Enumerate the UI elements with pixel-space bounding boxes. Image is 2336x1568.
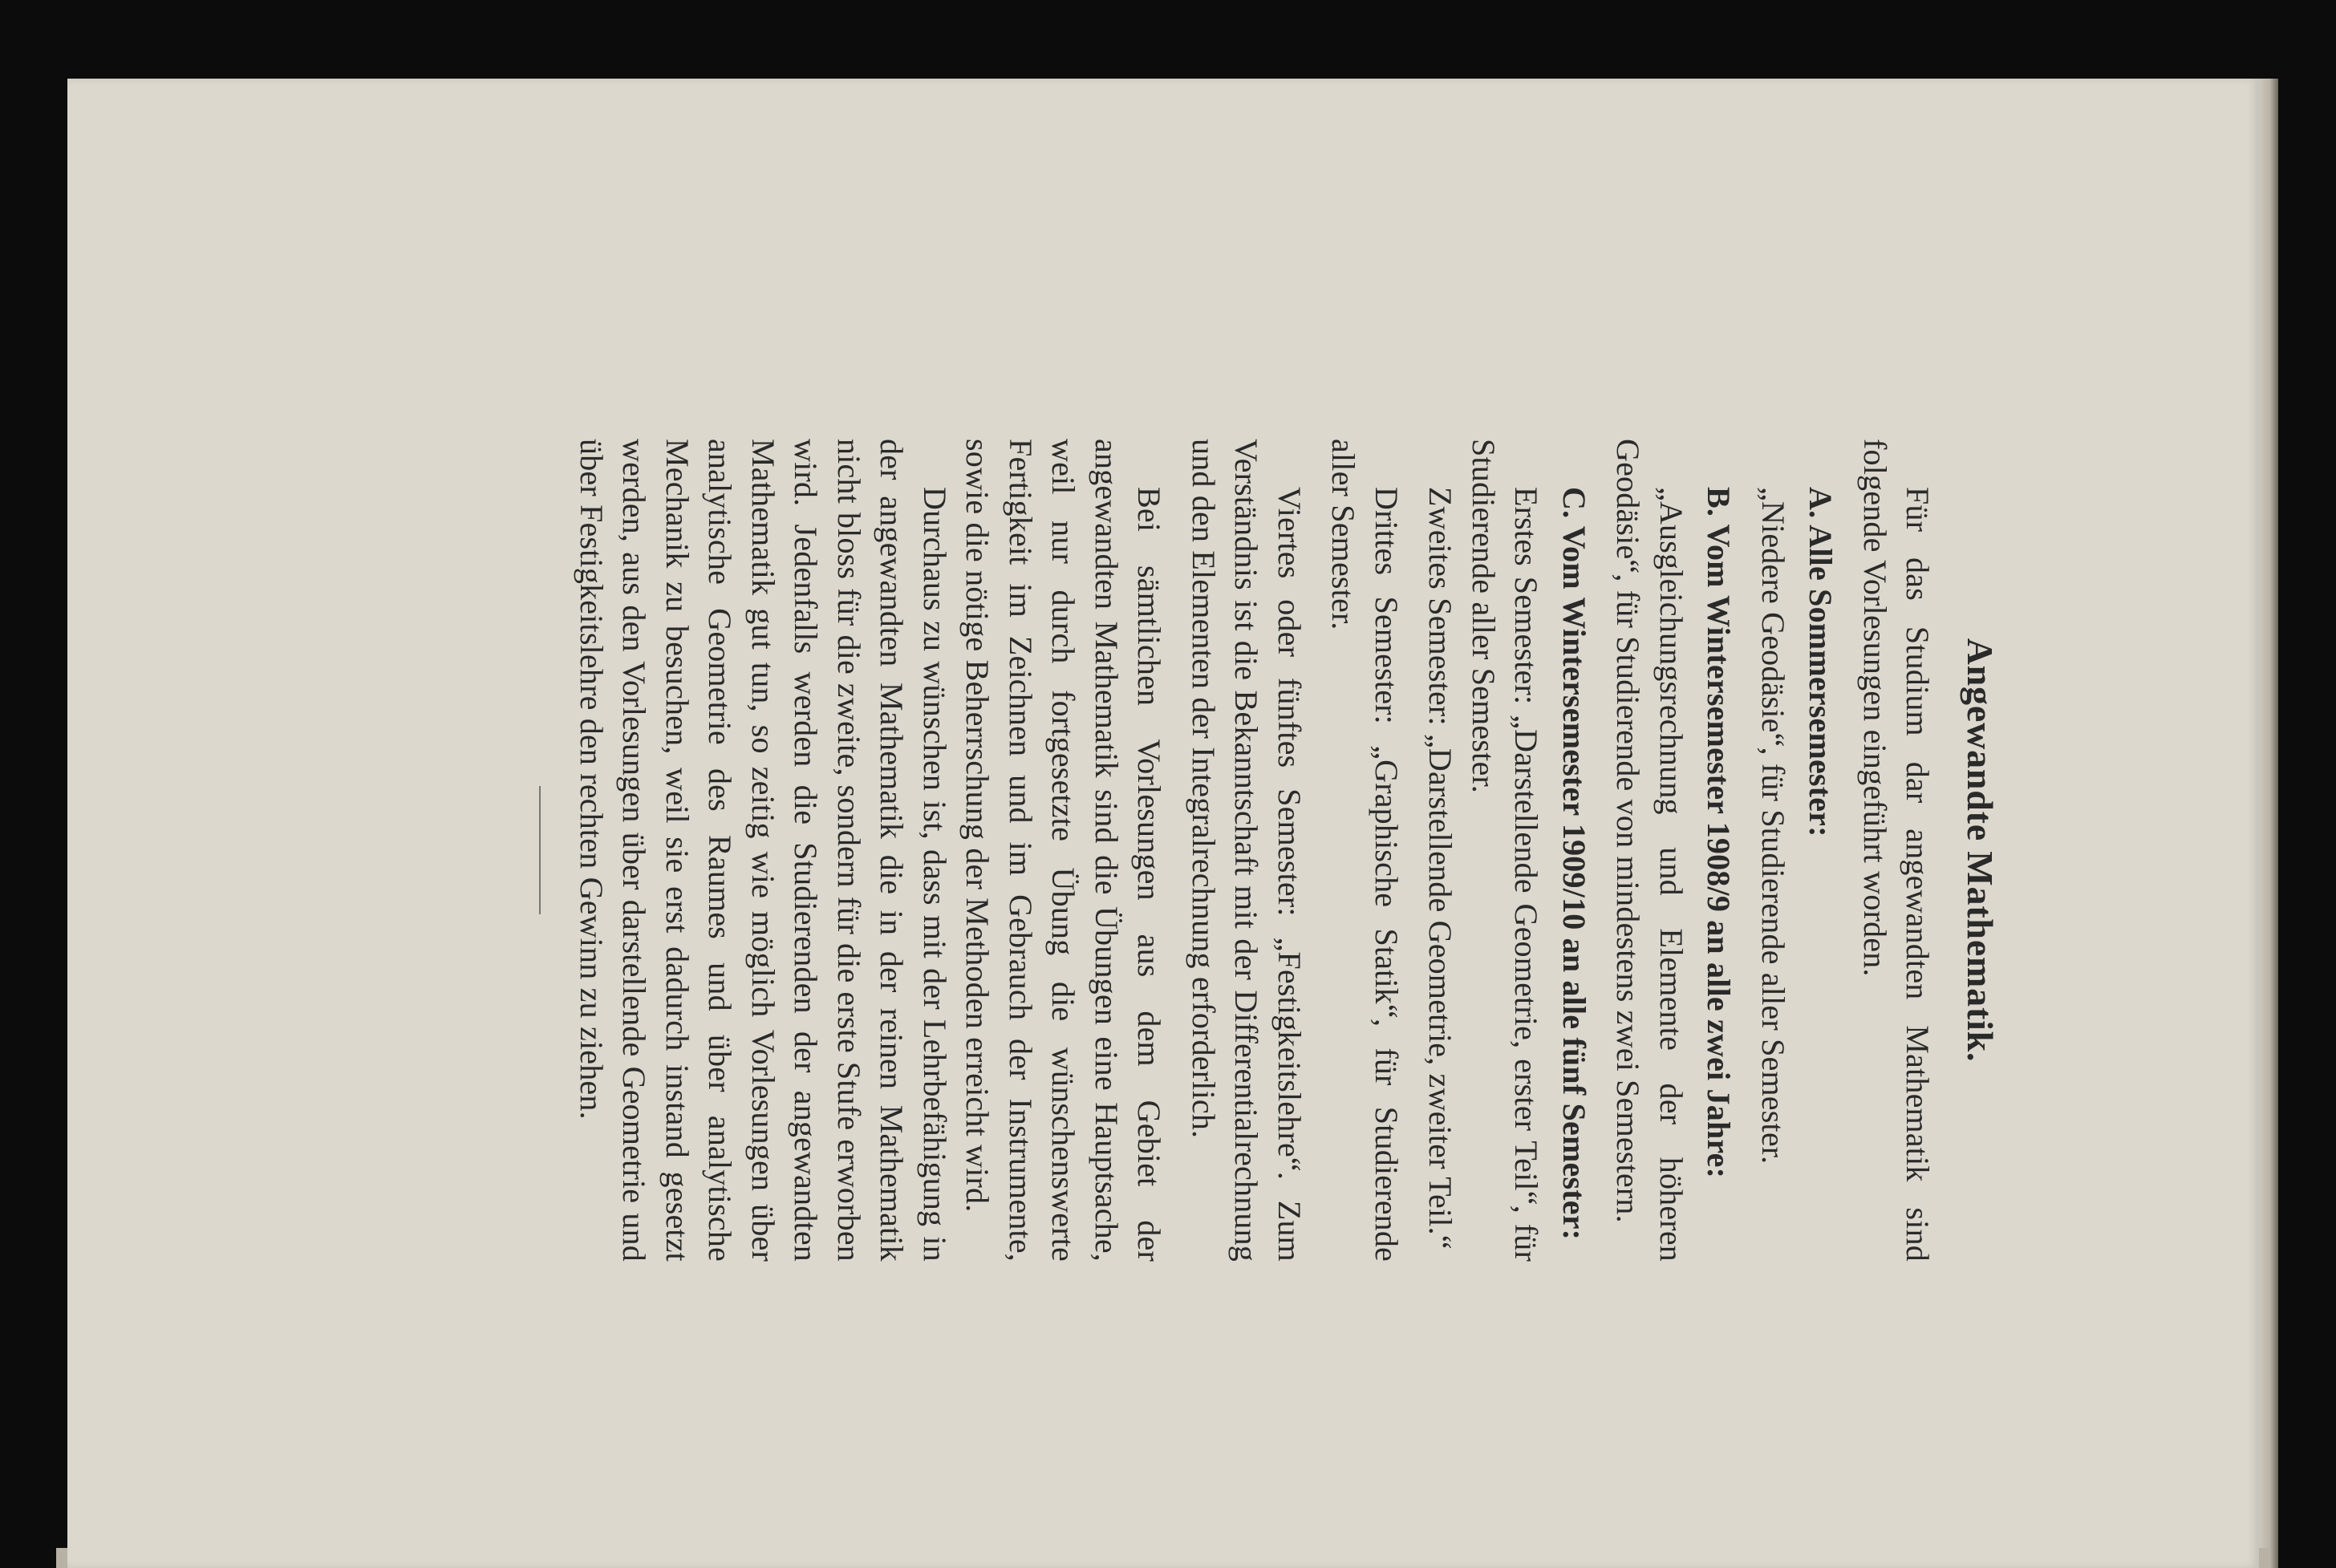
spacer — [1311, 439, 1322, 1262]
fourth-semester-text: Viertes oder fünftes Semester: „Festigkeitslehre“. Zum Verständnis ist die Bekanntschaft mit der Differentialrechnung und den Elementen der Integralrechnung erforderlich. — [1186, 439, 1308, 1262]
first-semester-text: Erstes Semester: „Darstellende Geometrie, erster Teil“, für Studierende aller Semester. — [1466, 439, 1545, 1262]
spacer — [1171, 439, 1182, 1262]
second-semester-text: Zweites Semester: „Darstellende Geometrie, zweiter Teil.“ — [1422, 487, 1459, 1250]
closing-rule — [540, 786, 541, 914]
exercises-paragraph: Bei sämtlichen Vorlesungen aus dem Gebiet der angewandten Mathematik sind die Übungen eine Hauptsache, weil nur durch fortgesetzte Übung die wünschenswerte Fertigkeit im Zeichnen und im Gebrauch der Instrumente, sowie die nötige Beherrschung der Methoden erreicht wird. — [959, 439, 1168, 1262]
section-c-heading: C. Vom Wintersemester 1909/10 an alle fünf Semester: — [1556, 487, 1592, 1241]
recommendation-paragraph: Durchaus zu wünschen ist, dass mit der Lehrbefähigung in der angewandten Mathematik die in der reinen Mathematik nicht bloss für die zweite, sondern für die erste Stufe erworben wird. Jedenfalls werden die Studierenden der angewandten Mathematik gut tun, so zeitig wie möglich Vorlesungen über analytische Geometrie des Raumes und über analytische Mechanik zu besuchen, weil sie erst dadurch instand gesetzt werden, aus den Vorlesungen über darstellende Geometrie und über Festigkeitslehre den rechten Gewinn zu ziehen. — [574, 439, 953, 1262]
text-column — [540, 439, 2002, 1262]
page-stack-edge — [2257, 79, 2278, 1568]
spacer — [1408, 439, 1419, 1262]
rotated-text-block — [453, 118, 2018, 1546]
book-page — [67, 79, 2259, 1568]
section-b-text: „Ausgleichungsrechnung und Elemente der höheren Geodäsie“, für Studierende von mindestens zwei Semestern. — [1610, 439, 1689, 1262]
section-a-text: „Niedere Geodäsie“, für Studierende aller Semester. — [1755, 487, 1791, 1165]
section-a-heading: A. Alle Sommersemester: — [1803, 487, 1839, 837]
page-title: Angewandte Mathematik. — [1960, 638, 2001, 1063]
intro-paragraph: Für das Studium dar angewandten Mathematik sind folgende Vorlesungen eingeführt worden. — [1857, 439, 1937, 1262]
section-b-heading: B. Vom Wintersemester 1908/9 an alle zwei Jahre: — [1701, 487, 1738, 1179]
third-semester-text: Drittes Semester: „Graphische Statik“, für Studierende aller Semester. — [1325, 439, 1405, 1262]
